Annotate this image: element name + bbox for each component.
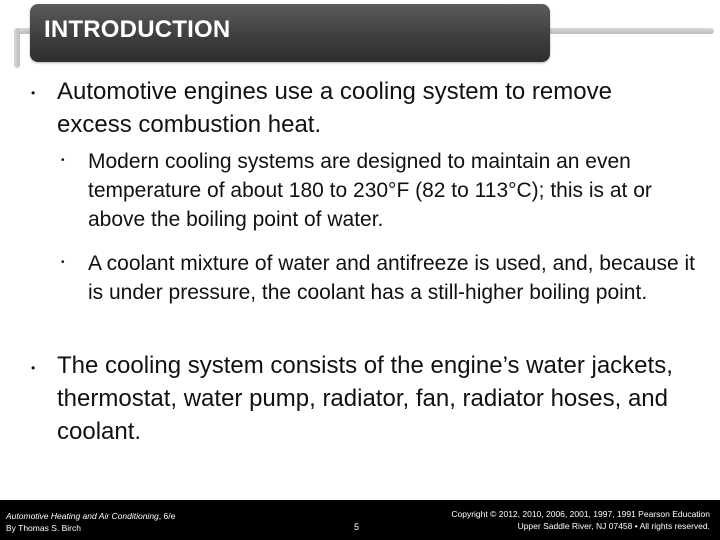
bullet-marker: • — [31, 86, 36, 100]
bullet-point-2: The cooling system consists of the engine’s water jackets, thermostat, water pump, radiator, fan, radiator hoses, and coolant. — [57, 352, 673, 445]
footer-edition: , 6/e — [158, 511, 176, 521]
copyright-line-2: Upper Saddle River, NJ 07458 • All rights reserved. — [517, 521, 710, 531]
footer-author: By Thomas S. Birch — [6, 523, 81, 533]
bullet-point-1: Automotive engines use a cooling system to remove excess combustion heat. — [57, 78, 612, 138]
sub-bullet-point-2: A coolant mixture of water and antifreeze is used, and, because it is under pressure, the coolant has a still-higher boiling point. — [88, 252, 696, 304]
footer-book-title: Automotive Heating and Air Conditioning — [6, 511, 159, 521]
slide-title: INTRODUCTION — [44, 16, 231, 43]
copyright-line-1: Copyright © 2012, 2010, 2006, 2001, 1997, 1991 Pearson Education — [451, 509, 710, 519]
sub-bullet-point-1: Modern cooling systems are designed to maintain an even temperature of about 180 to 230°F (82 to 113°C); this is at or above the boiling point of water. — [88, 150, 652, 231]
sub-bullet-marker: • — [61, 155, 65, 166]
footer-book-info — [6, 510, 175, 534]
bullet-marker: • — [31, 361, 36, 375]
footer-copyright — [451, 508, 710, 532]
slide-footer — [0, 500, 720, 540]
page-number: 5 — [354, 522, 360, 532]
sub-bullet-marker: • — [61, 257, 65, 268]
